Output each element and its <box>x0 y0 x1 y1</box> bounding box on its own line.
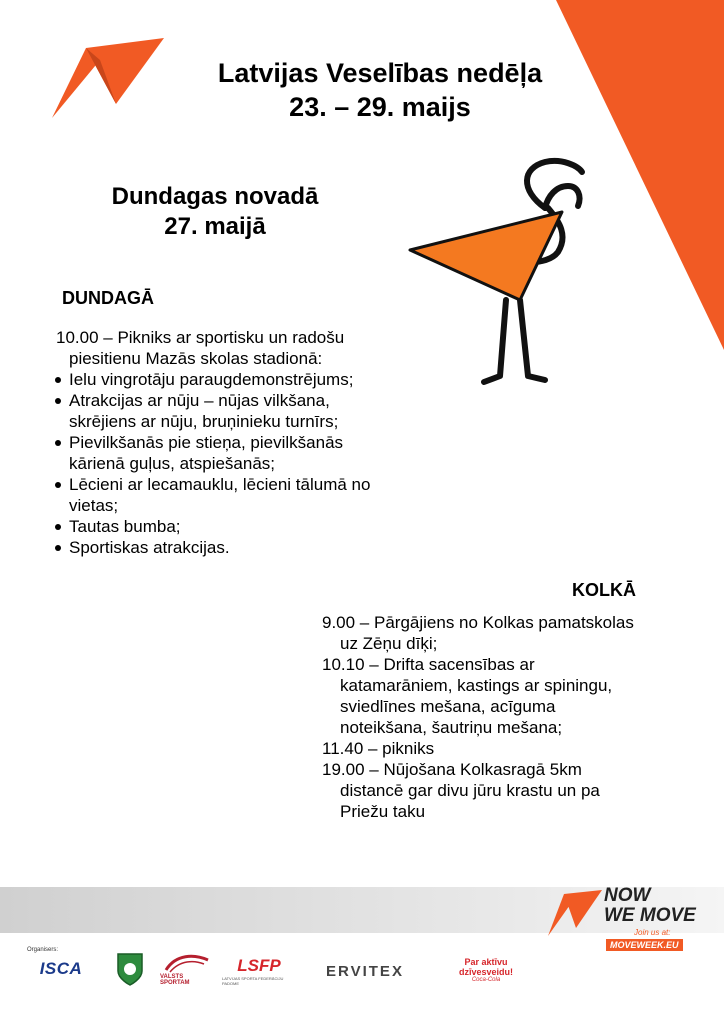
lsfa-shield-logo <box>114 950 146 988</box>
schedule-entry: 10.10 – Drifta sacensības ar katamarāniem, kastings ar spiningu, sviedlīnes mešana, acīguma noteikšana, šautriņu mešana; <box>322 655 613 737</box>
dundaga-heading: DUNDAGĀ <box>62 288 154 308</box>
date-line: 27. maijā <box>164 213 266 240</box>
nwm-join: Join us at: <box>634 928 671 937</box>
title-line-2: 23. – 29. maijs <box>289 92 471 122</box>
nwm-url: MOVEWEEK.EU <box>606 939 683 951</box>
now-we-move-logo <box>546 884 716 954</box>
kolka-heading: KOLKĀ <box>572 580 636 600</box>
list-item: Sportiskas atrakcijas. <box>55 537 425 558</box>
dundaga-intro-line-2: piesitienu Mazās skolas stadionā: <box>69 349 323 368</box>
isca-logo: ISCA <box>39 959 83 978</box>
list-item: Lēcieni ar lecamauklu, lēcieni tālumā no vietas; <box>55 474 425 516</box>
event-subtitle <box>60 182 370 242</box>
valsts-sportam-logo: VALSTS SPORTAM <box>160 950 214 988</box>
title-line-1: Latvijas Veselības nedēļa <box>217 58 543 88</box>
shield-icon <box>115 951 145 987</box>
swoosh-icon <box>164 952 210 974</box>
bullet-icon <box>55 524 61 530</box>
stick-figure-illustration <box>410 161 582 382</box>
dundaga-intro <box>56 327 416 369</box>
lsfp-logo: LSFP LATVIJAS SPORTA FEDERĀCIJU PADOME <box>222 956 284 986</box>
list-item: Ielu vingrotāju paraugdemonstrējums; <box>55 369 425 390</box>
now-we-move-mark-icon <box>546 888 604 938</box>
list-item: Pievilkšanās pie stieņa, pievilkšanās kārienā guļus, atspiešanās; <box>55 432 425 474</box>
organisers-label: Organisers: <box>27 947 59 953</box>
bullet-icon <box>55 545 61 551</box>
ervitex-logo: ERVITEX <box>326 962 404 980</box>
dundaga-intro-line-1: 10.00 – Pikniks ar sportisku un radošu <box>56 328 345 347</box>
coca-cola-active-lifestyle-logo: Par aktīvu dzīvesveidu! Coca-Cola <box>458 957 514 983</box>
nwm-line-1: NOW <box>604 885 651 906</box>
page-title <box>120 56 640 124</box>
orange-corner-triangle <box>556 0 724 350</box>
schedule-entry: 19.00 – Nūjošana Kolkasragā 5km distancē gar divu jūru krastu un pa Priežu taku <box>322 760 600 821</box>
bullet-icon <box>55 377 61 383</box>
bullet-icon <box>55 482 61 488</box>
schedule-entry: 9.00 – Pārgājiens no Kolkas pamatskolas uz Zēņu dīķi; <box>322 613 634 653</box>
nwm-line-2: WE MOVE <box>604 905 696 926</box>
dundaga-activity-list <box>55 369 425 558</box>
kolka-schedule <box>322 612 702 822</box>
location-line: Dundagas novadā <box>111 183 319 210</box>
schedule-entry: 11.40 – pikniks <box>322 739 435 758</box>
list-item: Tautas bumba; <box>55 516 425 537</box>
list-item: Atrakcijas ar nūju – nūjas vilkšana, skrējiens ar nūju, bruņinieku turnīrs; <box>55 390 425 432</box>
bullet-icon <box>55 398 61 404</box>
bullet-icon <box>55 440 61 446</box>
